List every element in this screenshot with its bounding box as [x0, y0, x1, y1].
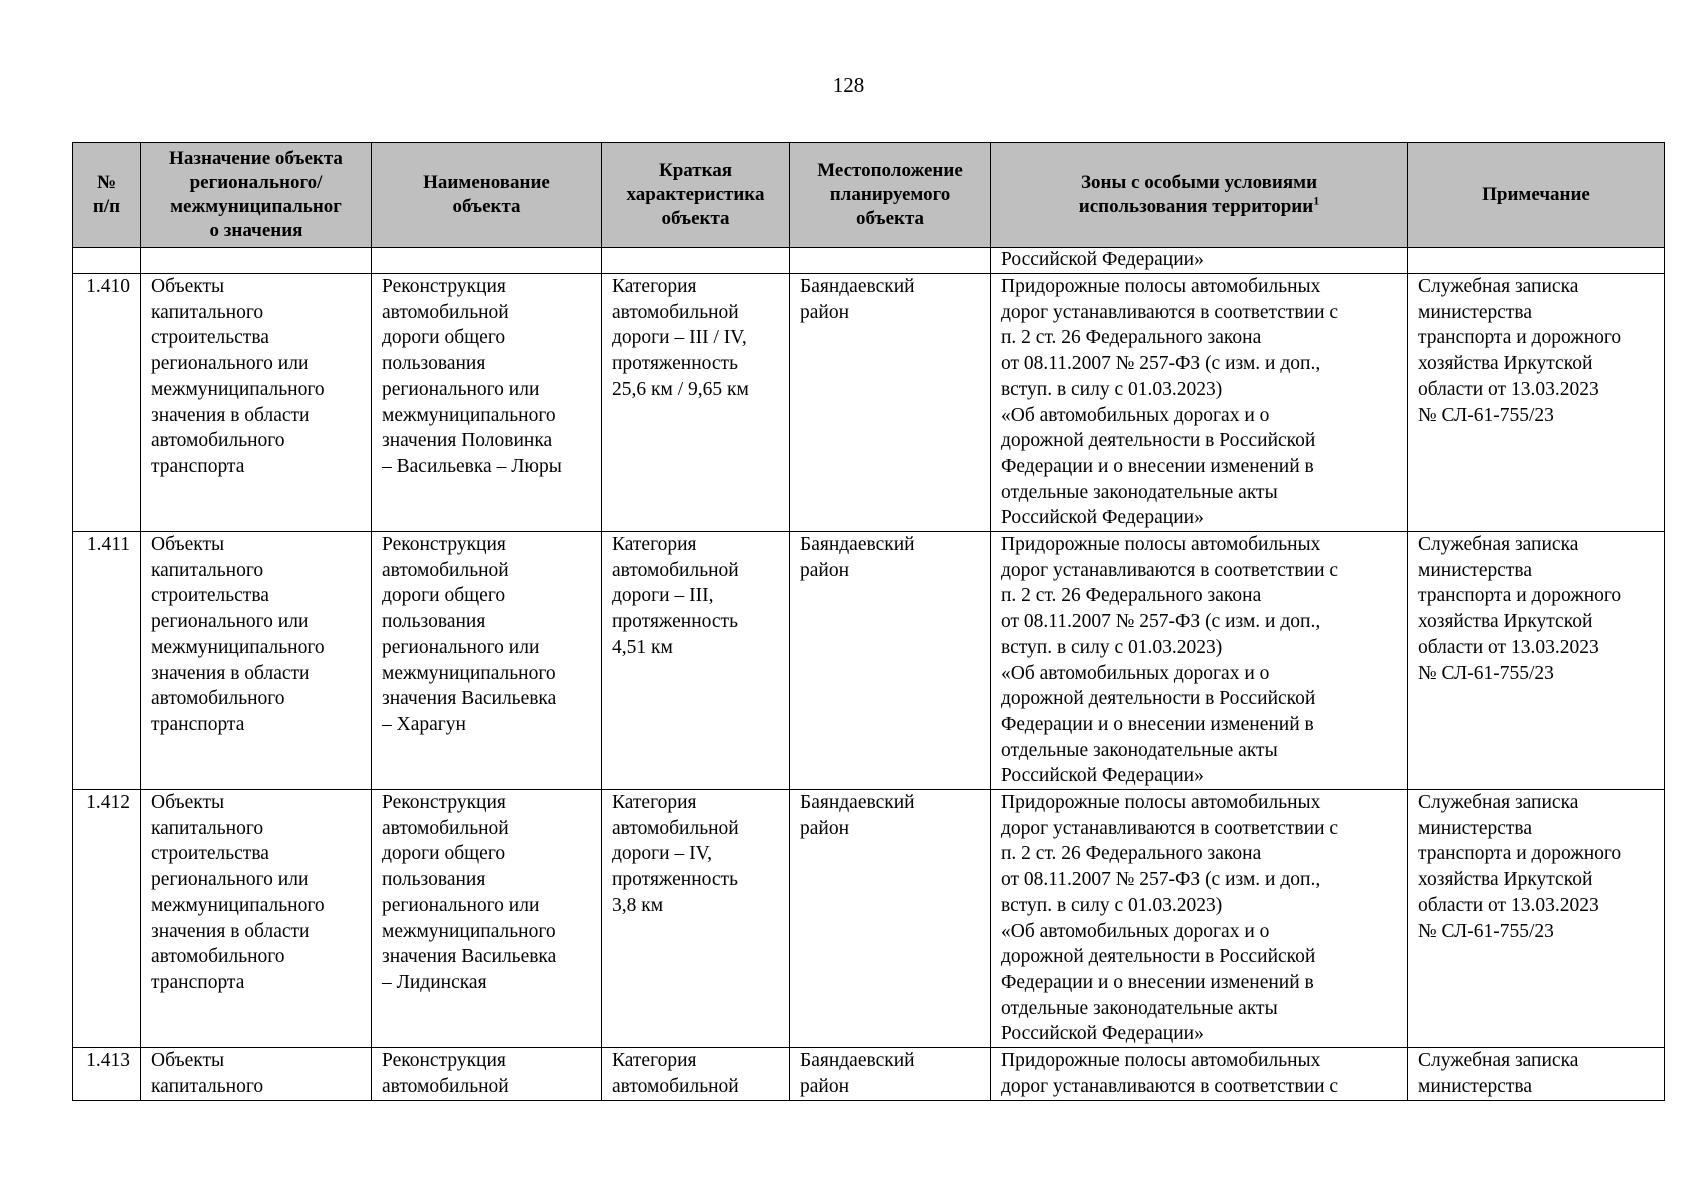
cell-zones: Российской Федерации»	[991, 248, 1408, 274]
table-cell	[372, 248, 602, 274]
objects-table	[72, 142, 1665, 1101]
cell-brief: Категория автомобильной дороги – IV, протяженность 3,8 км	[602, 790, 790, 1048]
footnote-mark: 1	[1313, 193, 1320, 208]
table-cell	[602, 248, 790, 274]
cell-num: 1.412	[73, 790, 141, 1048]
table-row	[73, 790, 1665, 1048]
cell-purpose: Объекты капитального строительства регионального или межмуниципального значения в области автомобильного транспорта	[141, 532, 372, 790]
header-col-purpose: Назначение объекта регионального/ межмуниципальног о значения	[141, 143, 372, 248]
cell-note: Служебная записка министерства транспорта и дорожного хозяйства Иркутской области от 13.03.2023 № СЛ-61-755/23	[1408, 274, 1665, 532]
cell-num: 1.410	[73, 274, 141, 532]
cell-name: Реконструкция автомобильной дороги общего пользования регионального или межмуниципального значения Васильевка – Лидинская	[372, 790, 602, 1048]
cell-zones: Придорожные полосы автомобильных дорог устанавливаются в соответствии с п. 2 ст. 26 Федерального закона от 08.11.2007 № 257-ФЗ (с изм. и доп., вступ. в силу с 01.03.2023) «Об автомобильных дорогах и о дорожной деятельности в Российской Федерации и о внесении изменений в отдельные законодательные акты Российской Федерации»	[991, 790, 1408, 1048]
table-cell	[73, 248, 141, 274]
table-row	[73, 532, 1665, 790]
header-col-num: № п/п	[73, 143, 141, 248]
cell-zones: Придорожные полосы автомобильных дорог устанавливаются в соответствии с п. 2 ст. 26 Федерального закона от 08.11.2007 № 257-ФЗ (с изм. и доп., вступ. в силу с 01.03.2023) «Об автомобильных дорогах и о дорожной деятельности в Российской Федерации и о внесении изменений в отдельные законодательные акты Российской Федерации»	[991, 532, 1408, 790]
table-cell	[1408, 248, 1665, 274]
cell-num: 1.413	[73, 1048, 141, 1100]
cell-purpose: Объекты капитального	[141, 1048, 372, 1100]
cell-name: Реконструкция автомобильной дороги общего пользования регионального или межмуниципального значения Васильевка – Харагун	[372, 532, 602, 790]
table-header-row	[73, 143, 1665, 248]
cell-purpose: Объекты капитального строительства регионального или межмуниципального значения в области автомобильного транспорта	[141, 274, 372, 532]
header-col-name: Наименование объекта	[372, 143, 602, 248]
table-cell	[141, 248, 372, 274]
cell-location: Баяндаевский район	[790, 1048, 991, 1100]
cell-location: Баяндаевский район	[790, 790, 991, 1048]
cell-location: Баяндаевский район	[790, 274, 991, 532]
header-col-location: Местоположение планируемого объекта	[790, 143, 991, 248]
cell-num: 1.411	[73, 532, 141, 790]
header-col-zones-label: Зоны с особыми условиями использования территории	[1078, 172, 1318, 217]
table-cell	[790, 248, 991, 274]
header-col-note: Примечание	[1408, 143, 1665, 248]
cell-note: Служебная записка министерства транспорта и дорожного хозяйства Иркутской области от 13.03.2023 № СЛ-61-755/23	[1408, 790, 1665, 1048]
header-col-zones	[991, 143, 1408, 248]
table-row	[73, 1048, 1665, 1100]
table-row	[73, 274, 1665, 532]
cell-name: Реконструкция автомобильной	[372, 1048, 602, 1100]
cell-name: Реконструкция автомобильной дороги общего пользования регионального или межмуниципального значения Половинка – Васильевка – Люры	[372, 274, 602, 532]
cell-brief: Категория автомобильной дороги – III, протяженность 4,51 км	[602, 532, 790, 790]
continuation-row	[73, 248, 1665, 274]
cell-note: Служебная записка министерства транспорта и дорожного хозяйства Иркутской области от 13.03.2023 № СЛ-61-755/23	[1408, 532, 1665, 790]
page-number: 128	[832, 73, 865, 97]
cell-brief: Категория автомобильной	[602, 1048, 790, 1100]
cell-purpose: Объекты капитального строительства регионального или межмуниципального значения в области автомобильного транспорта	[141, 790, 372, 1048]
cell-brief: Категория автомобильной дороги – III / IV, протяженность 25,6 км / 9,65 км	[602, 274, 790, 532]
cell-zones: Придорожные полосы автомобильных дорог устанавливаются в соответствии с	[991, 1048, 1408, 1100]
cell-note: Служебная записка министерства	[1408, 1048, 1665, 1100]
header-col-brief: Краткая характеристика объекта	[602, 143, 790, 248]
cell-zones: Придорожные полосы автомобильных дорог устанавливаются в соответствии с п. 2 ст. 26 Федерального закона от 08.11.2007 № 257-ФЗ (с изм. и доп., вступ. в силу с 01.03.2023) «Об автомобильных дорогах и о дорожной деятельности в Российской Федерации и о внесении изменений в отдельные законодательные акты Российской Федерации»	[991, 274, 1408, 532]
cell-location: Баяндаевский район	[790, 532, 991, 790]
